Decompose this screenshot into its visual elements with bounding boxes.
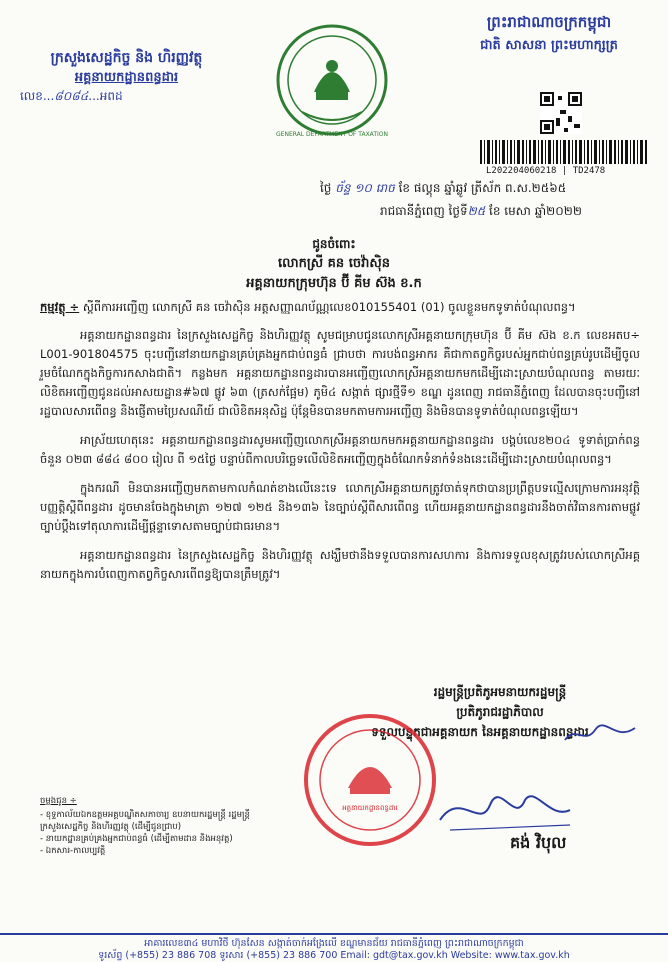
handwritten-signature [430,780,580,840]
signer-title-1: រដ្ឋមន្ត្រីប្រតិភូអមនាយករដ្ឋមន្ត្រី [433,685,567,699]
solar-date: រាជធានីភ្នំពេញ ថ្ងៃទី២៥ ខែ មេសា ឆ្នាំ២០២២ [380,204,582,218]
signer-name: គង់ វិបុល [510,833,567,852]
footer-divider [0,933,668,935]
ministry-name: ក្រសួងសេដ្ឋកិច្ច និង ហិរញ្ញវត្ថុ [50,50,203,66]
footer-contact: ទូរស័ព្ទ (+855) 23 886 708 ទូរសារ (+855) 23 886 700 Email: gdt@tax.gov.kh Website: www.tax.gov.kh [98,950,570,961]
qr-code-icon [540,92,582,134]
footer [0,938,668,962]
ministry-header [14,48,239,88]
kingdom-header [440,10,658,58]
cc-item: - ឯកសារ-កាលប្បវត្តិ [40,846,106,856]
subject-line [40,300,650,317]
barcode-icon [480,140,650,164]
body-paragraph-3: ក្នុងករណី មិនបានអញ្ជើញមកតាមកាលកំណត់ខាងលើនេះទេ លោកស្រីអគ្គនាយកត្រូវចាត់ទុកថាបានប្រព្រឹត្តបទល្មើសក្រោមការអនុវត្តិបញ្ញត្តិស្តីពីពន្ធដារ ដូចមានចែងក្នុងមាត្រា ១២៧ ១២៥ និង១៣៦ នៃច្បាប់ស្តីពីសារពើពន្ធ ហើយអគ្គនាយកដ្ឋានពន្ធដារនឹងចាត់វិធានការតាមផ្លូវច្បាប់ប្តឹងទៅតុលាការដើម្បីផ្តន្ទាទោសតាមច្បាប់ជាធរមាន។ [40,481,640,533]
cc-title: ចម្លងជូន ÷ [40,796,77,806]
stamp-text: អគ្គនាយកដ្ឋានពន្ធដារ [342,804,398,812]
letter-body [40,326,640,594]
addressee-name: លោកស្រី គន ចេវ៉ាស៊ិន [278,256,390,271]
taxation-seal-logo [272,22,392,144]
addressee-title: អគ្គនាយកក្រុមហ៊ុន ប៊ី គីម ស៊ង ខ.ក [246,276,422,291]
subject-label: កម្មវត្ថុ ÷ [40,300,80,314]
national-motto: ជាតិ សាសនា ព្រះមហាក្សត្រ [480,38,618,53]
addressee-to: ជូនចំពោះ [312,237,356,251]
handwritten-initial [560,720,640,750]
subject-text: ស្តីពីការអញ្ជើញ លោកស្រី គន ចេវ៉ាស៊ិន អត្តសញ្ញាណប័ណ្ណលេខ010155401 (01) ចូលខ្លួនមកទូទាត់បំណុលពន្ធ។ [82,300,576,314]
body-paragraph-1: អគ្គនាយកដ្ឋានពន្ធដារ នៃក្រសួងសេដ្ឋកិច្ច និងហិរញ្ញវត្ថុ សូមជម្រាបជូនលោកស្រីអគ្គនាយកក្រុមហ៊ុន ប៊ី គីម ស៊ង ខ.ក លេខអតប÷ L001-901804575 ចុះបញ្ជីនៅនាយកដ្ឋានគ្រប់គ្រងអ្នកជាប់ពន្ធធំ ជ្រាបថា ការបង់ពន្ធអាករ គឺជាកាតព្វកិច្ចរបស់អ្នកជាប់ពន្ធគ្រប់រូបដើម្បីចូលរួមចំណែកក្នុងកិច្ចការកសាងជាតិ។ កន្លងមក អគ្គនាយកដ្ឋានពន្ធដារបានអញ្ជើញលោកស្រីអគ្គនាយកមកដើម្បីដោះស្រាយបំណុលពន្ធ តាមរយៈលិខិតអញ្ជើញជូនដល់អាសយដ្ឋាន#៦៧ ផ្លូវ ៦៣ (ត្រសក់ផ្អែម) ភូមិ៤ សង្កាត់ ផ្សារថ្មីទី១ ខណ្ឌ ដូនពេញ រាជធានីភ្នំពេញ ដែលបានចុះបញ្ជីនៅរដ្ឋបាលសារពើពន្ធ និងផ្ញើតាមប្រៃសណីយ៍ ជាលិខិតអនុសិដ្ឋ ប៉ុន្តែមិនបានមកតាមការអញ្ជើញ និងមិនបានទូទាត់បំណុលពន្ធឡើយ។ [40,328,640,418]
body-paragraph-2: អាស្រ័យហេតុនេះ អគ្គនាយកដ្ឋានពន្ធដារសូមអញ្ជើញលោកស្រីអគ្គនាយកមកអគ្គនាយកដ្ឋានពន្ធដារ បង្គប់លេខ២០៤ ទូទាត់ប្រាក់ពន្ធចំនួន ០២៣ ៨៨៤ ៨០០ រៀល ពី ១៥ថ្ងៃ បន្ទាប់ពីកាលបរិច្ឆេទលើលិខិតអញ្ជើញក្នុងចំណែកទំនាក់ទំនងនេះដើម្បីដោះស្រាយបំណុលពន្ធ។ [40,433,640,466]
lunar-date: ថ្ងៃ ច័ន្ទ ១០ រោច ខែ ផល្គុន ឆ្នាំឆ្លូវ ត្រីស័ក ព.ស.២៥៦៥ [320,181,567,195]
department-name: អគ្គនាយកដ្ឋានពន្ធដារ [74,70,179,85]
reference-number: លេខ...៨០៨៤...អពដ [20,89,123,103]
body-paragraph-4: អគ្គនាយកដ្ឋានពន្ធដារ នៃក្រសួងសេដ្ឋកិច្ច និងហិរញ្ញវត្ថុ សង្ឃឹមថានឹងទទួលបានការសហការ និងការទទួលខុសត្រូវរបស់លោកស្រីអគ្គនាយកក្នុងការបំពេញកាតព្វកិច្ចសារពើពន្ធឱ្យបានត្រឹមត្រូវ។ [40,548,640,581]
cc-list [40,795,260,857]
signer-title-2: ប្រតិភូរាជរដ្ឋាភិបាល [456,705,544,719]
official-stamp [300,710,440,850]
cc-item: - ខុទ្ទកាល័យឯកឧត្តមអគ្គបណ្ឌិតសភាចារ្យ ឧបនាយករដ្ឋមន្ត្រី រដ្ឋមន្ត្រីក្រសួងសេដ្ឋកិច្ច និងហិរញ្ញវត្ថុ (ដើម្បីជូនជ្រាប) [40,810,250,832]
kingdom-name: ព្រះរាជាណាចក្រកម្ពុជា [486,13,612,31]
seal-text: GENERAL DEPARTMENT OF TAXATION [276,131,388,138]
barcode-label: L202204060218 | TD2478 [486,166,606,176]
signer-title-3: ទទួលបន្ទុកជាអគ្គនាយក នៃអគ្គនាយកដ្ឋានពន្ធដារ [371,725,589,739]
footer-address: អាគារលេខ៣៤ មហាវិថី ហ៊ុនសែន សង្កាត់ចាក់អង្រែលើ ខណ្ឌមានជ័យ រាជធានីភ្នំពេញ ព្រះរាជាណាចក្រកម្ពុជា [144,938,524,949]
cc-item: - នាយកដ្ឋានគ្រប់គ្រងអ្នកជាប់ពន្ធធំ (ដើម្បីតាមដាន និងអនុវត្ត) [40,834,233,844]
